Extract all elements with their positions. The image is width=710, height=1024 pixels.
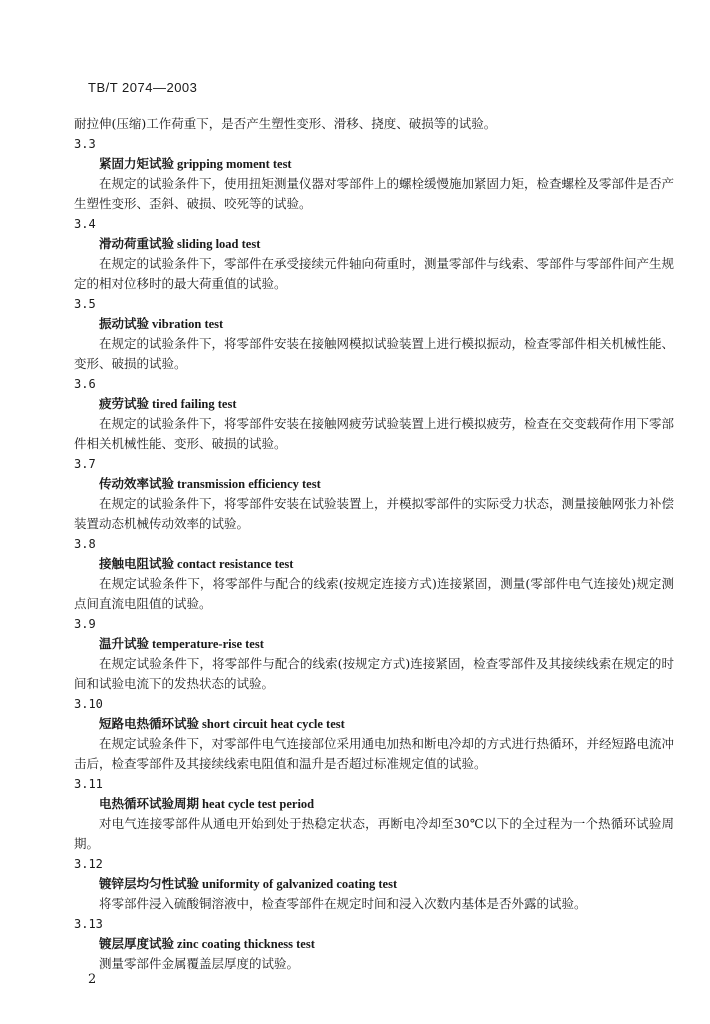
page-number: 2 [88,972,97,987]
term-chinese: 镀锌层均匀性试验 [99,876,200,891]
term-definition: 将零部件浸入硫酸铜溶液中，检查零部件在规定时间和浸入次数内基体是否外露的试验。 [99,896,587,911]
clause-number: 3.3 [74,137,96,151]
term-definition: 在规定的试验条件下，将零部件安装在接触网疲劳试验装置上进行模拟疲劳，检查在交变载荷作用下零部件相关机械性能、变形、破损的试验。 [74,416,675,451]
term-english: temperature-rise test [152,637,264,651]
term-definition: 在规定试验条件下，将零部件与配合的线索(按规定连接方式)连接紧固，测量(零部件电气连接处)规定测点间直流电阻值的试验。 [74,576,674,611]
clause-block [74,854,674,914]
term-definition: 测量零部件金属覆盖层厚度的试验。 [99,956,300,971]
clause-number: 3.12 [74,857,103,871]
term-chinese: 滑动荷重试验 [99,236,175,251]
clause-block [74,694,674,774]
term-chinese: 疲劳试验 [99,396,150,411]
term-definition: 在规定的试验条件下，将零部件安装在试验装置上，并模拟零部件的实际受力状态，测量接触网张力补偿装置动态机械传动效率的试验。 [74,496,675,531]
clause-number: 3.4 [74,217,96,231]
term-heading [99,234,674,254]
term-english: zinc coating thickness test [177,937,315,951]
clause-number: 3.11 [74,777,103,791]
term-heading [99,874,674,894]
clause-list [74,134,674,974]
term-chinese: 温升试验 [99,636,150,651]
clause-number: 3.9 [74,617,96,631]
clause-block [74,614,674,694]
clause-block [74,774,674,854]
clause-number: 3.10 [74,697,103,711]
term-english: contact resistance test [177,557,294,571]
clause-block [74,914,674,974]
term-definition: 在规定的试验条件下，使用扭矩测量仪器对零部件上的螺栓缓慢施加紧固力矩，检查螺栓及零部件是否产生塑性变形、歪斜、破损、咬死等的试验。 [74,176,675,211]
clause-block [74,294,674,374]
term-chinese: 电热循环试验周期 [99,796,200,811]
document-body [74,114,674,974]
term-chinese: 接触电阻试验 [99,556,175,571]
term-heading [99,634,674,654]
term-english: transmission efficiency test [177,477,321,491]
term-english: heat cycle test period [202,797,315,811]
term-definition: 在规定的试验条件下，将零部件安装在接触网模拟试验装置上进行模拟振动，检查零部件相关机械性能、变形、破损的试验。 [74,336,675,371]
clause-block [74,454,674,534]
standard-code-header: TB/T 2074—2003 [88,80,198,95]
clause-number: 3.8 [74,537,96,551]
term-english: tired failing test [152,397,237,411]
clause-number: 3.7 [74,457,96,471]
clause-block [74,134,674,214]
term-chinese: 振动试验 [99,316,150,331]
term-definition: 在规定试验条件下，对零部件电气连接部位采用通电加热和断电冷却的方式进行热循环，并经短路电流冲击后，检查零部件及其接续线索电阻值和温升是否超过标准规定值的试验。 [74,736,675,771]
clause-number: 3.13 [74,917,103,931]
term-english: sliding load test [177,237,261,251]
term-english: gripping moment test [177,157,292,171]
term-heading [99,154,674,174]
clause-block [74,374,674,454]
term-heading [99,554,674,574]
term-chinese: 传动效率试验 [99,476,175,491]
clause-block [74,534,674,614]
term-definition: 在规定的试验条件下，零部件在承受接续元件轴向荷重时，测量零部件与线索、零部件与零部件间产生规定的相对位移时的最大荷重值的试验。 [74,256,675,291]
clause-block [74,214,674,294]
continued-paragraph: 耐拉伸(压缩)工作荷重下，是否产生塑性变形、滑移、挠度、破损等的试验。 [74,116,497,131]
term-heading [99,934,674,954]
term-heading [99,314,674,334]
term-chinese: 短路电热循环试验 [99,716,200,731]
clause-number: 3.5 [74,297,96,311]
term-english: short circuit heat cycle test [202,717,345,731]
term-definition: 对电气连接零部件从通电开始到处于热稳定状态，再断电冷却至30℃以下的全过程为一个热循环试验周期。 [74,816,674,851]
term-definition: 在规定试验条件下，将零部件与配合的线索(按规定方式)连接紧固，检查零部件及其接续线索在规定的时间和试验电流下的发热状态的试验。 [74,656,674,691]
term-heading [99,474,674,494]
clause-number: 3.6 [74,377,96,391]
term-chinese: 紧固力矩试验 [99,156,175,171]
term-chinese: 镀层厚度试验 [99,936,175,951]
term-heading [99,714,674,734]
term-english: uniformity of galvanized coating test [202,877,398,891]
term-english: vibration test [152,317,224,331]
term-heading [99,794,674,814]
term-heading [99,394,674,414]
